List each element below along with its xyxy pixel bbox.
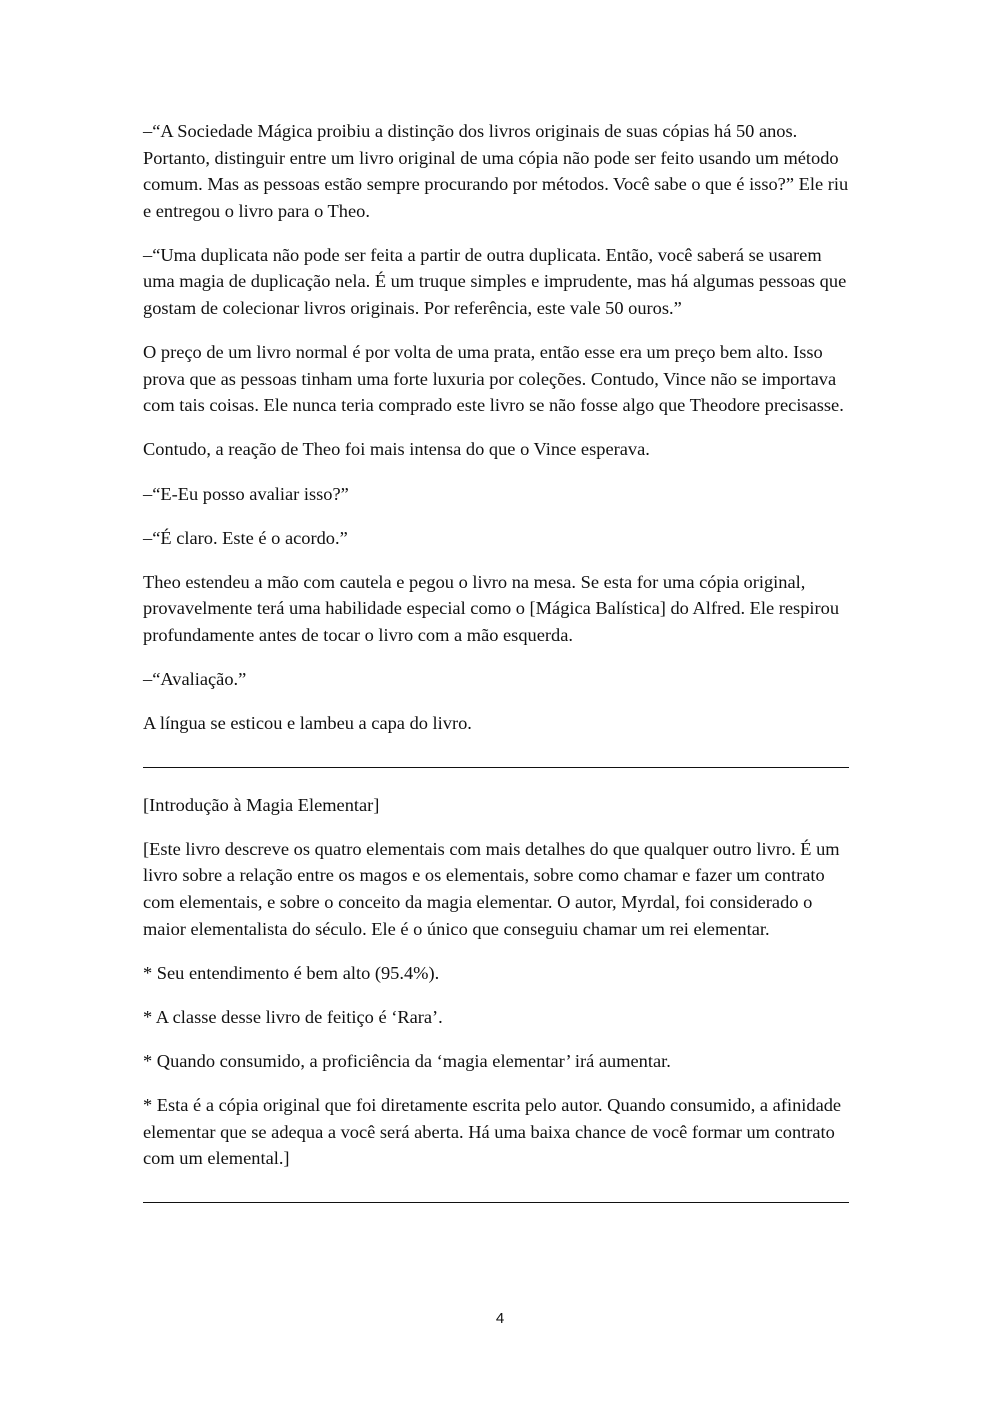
paragraph: A língua se esticou e lambeu a capa do livro. bbox=[143, 713, 472, 734]
horizontal-divider bbox=[143, 1202, 849, 1203]
paragraph: Contudo, a reação de Theo foi mais intensa do que o Vince esperava. bbox=[143, 439, 650, 460]
page-number: 4 bbox=[495, 1310, 505, 1327]
appraisal-title: [Introdução à Magia Elementar] bbox=[143, 794, 380, 815]
paragraph: O preço de um livro normal é por volta de uma prata, então esse era um preço bem alto. Isso prova que as pessoas tinham uma forte luxuria por coleções. Contudo, Vince não se importava com tais coisas. Ele nunca teria comprado este livro se não fosse algo que Theodore precisasse. bbox=[143, 342, 844, 416]
appraisal-item: * Esta é a cópia original que foi diretamente escrita pelo autor. Quando consumido, a afinidade elementar que se adequa a você será aberta. Há uma baixa chance de você formar um contrato com um elemental.] bbox=[143, 1094, 842, 1169]
appraisal-item: * Quando consumido, a proficiência da ‘magia elementar’ irá aumentar. bbox=[143, 1050, 671, 1071]
appraisal-item: * Seu entendimento é bem alto (95.4%). bbox=[143, 962, 440, 983]
paragraph: Theo estendeu a mão com cautela e pegou o livro na mesa. Se esta for uma cópia original, provavelmente terá uma habilidade especial como o [Mágica Balística] do Alfred. Ele respirou profundamente antes de tocar o livro com a mão esquerda. bbox=[143, 571, 840, 645]
paragraph: –“Avaliação.” bbox=[143, 669, 247, 689]
paragraph: –“Uma duplicata não pode ser feita a partir de outra duplicata. Então, você saberá se usarem uma magia de duplicação nela. É um truque simples e imprudente, mas há algumas pessoas que gostam de colecionar livros originais. Por referência, este vale 50 ouros.” bbox=[143, 244, 847, 319]
horizontal-divider bbox=[143, 767, 849, 768]
appraisal-description: [Este livro descreve os quatro elementais com mais detalhes do que qualquer outro livro. É um livro sobre a relação entre os magos e os elementais, sobre como chamar e fazer um contrato com elementais, e sobre o conceito da magia elementar. O autor, Myrdal, foi considerado o maior elementalista do século. Ele é o único que conseguiu chamar um rei elementar. bbox=[143, 838, 840, 939]
paragraph: –“E-Eu posso avaliar isso?” bbox=[143, 483, 349, 504]
page-content bbox=[143, 118, 857, 1203]
paragraph: –“É claro. Este é o acordo.” bbox=[143, 527, 348, 548]
appraisal-item: * A classe desse livro de feitiço é ‘Rara’. bbox=[143, 1006, 443, 1027]
paragraph: –“A Sociedade Mágica proibiu a distinção dos livros originais de suas cópias há 50 anos. Portanto, distinguir entre um livro original de uma cópia não pode ser feito usando um método comum. Mas as pessoas estão sempre procurando por métodos. Você sabe o que é isso?” Ele riu e entregou o livro para o Theo. bbox=[143, 121, 849, 221]
